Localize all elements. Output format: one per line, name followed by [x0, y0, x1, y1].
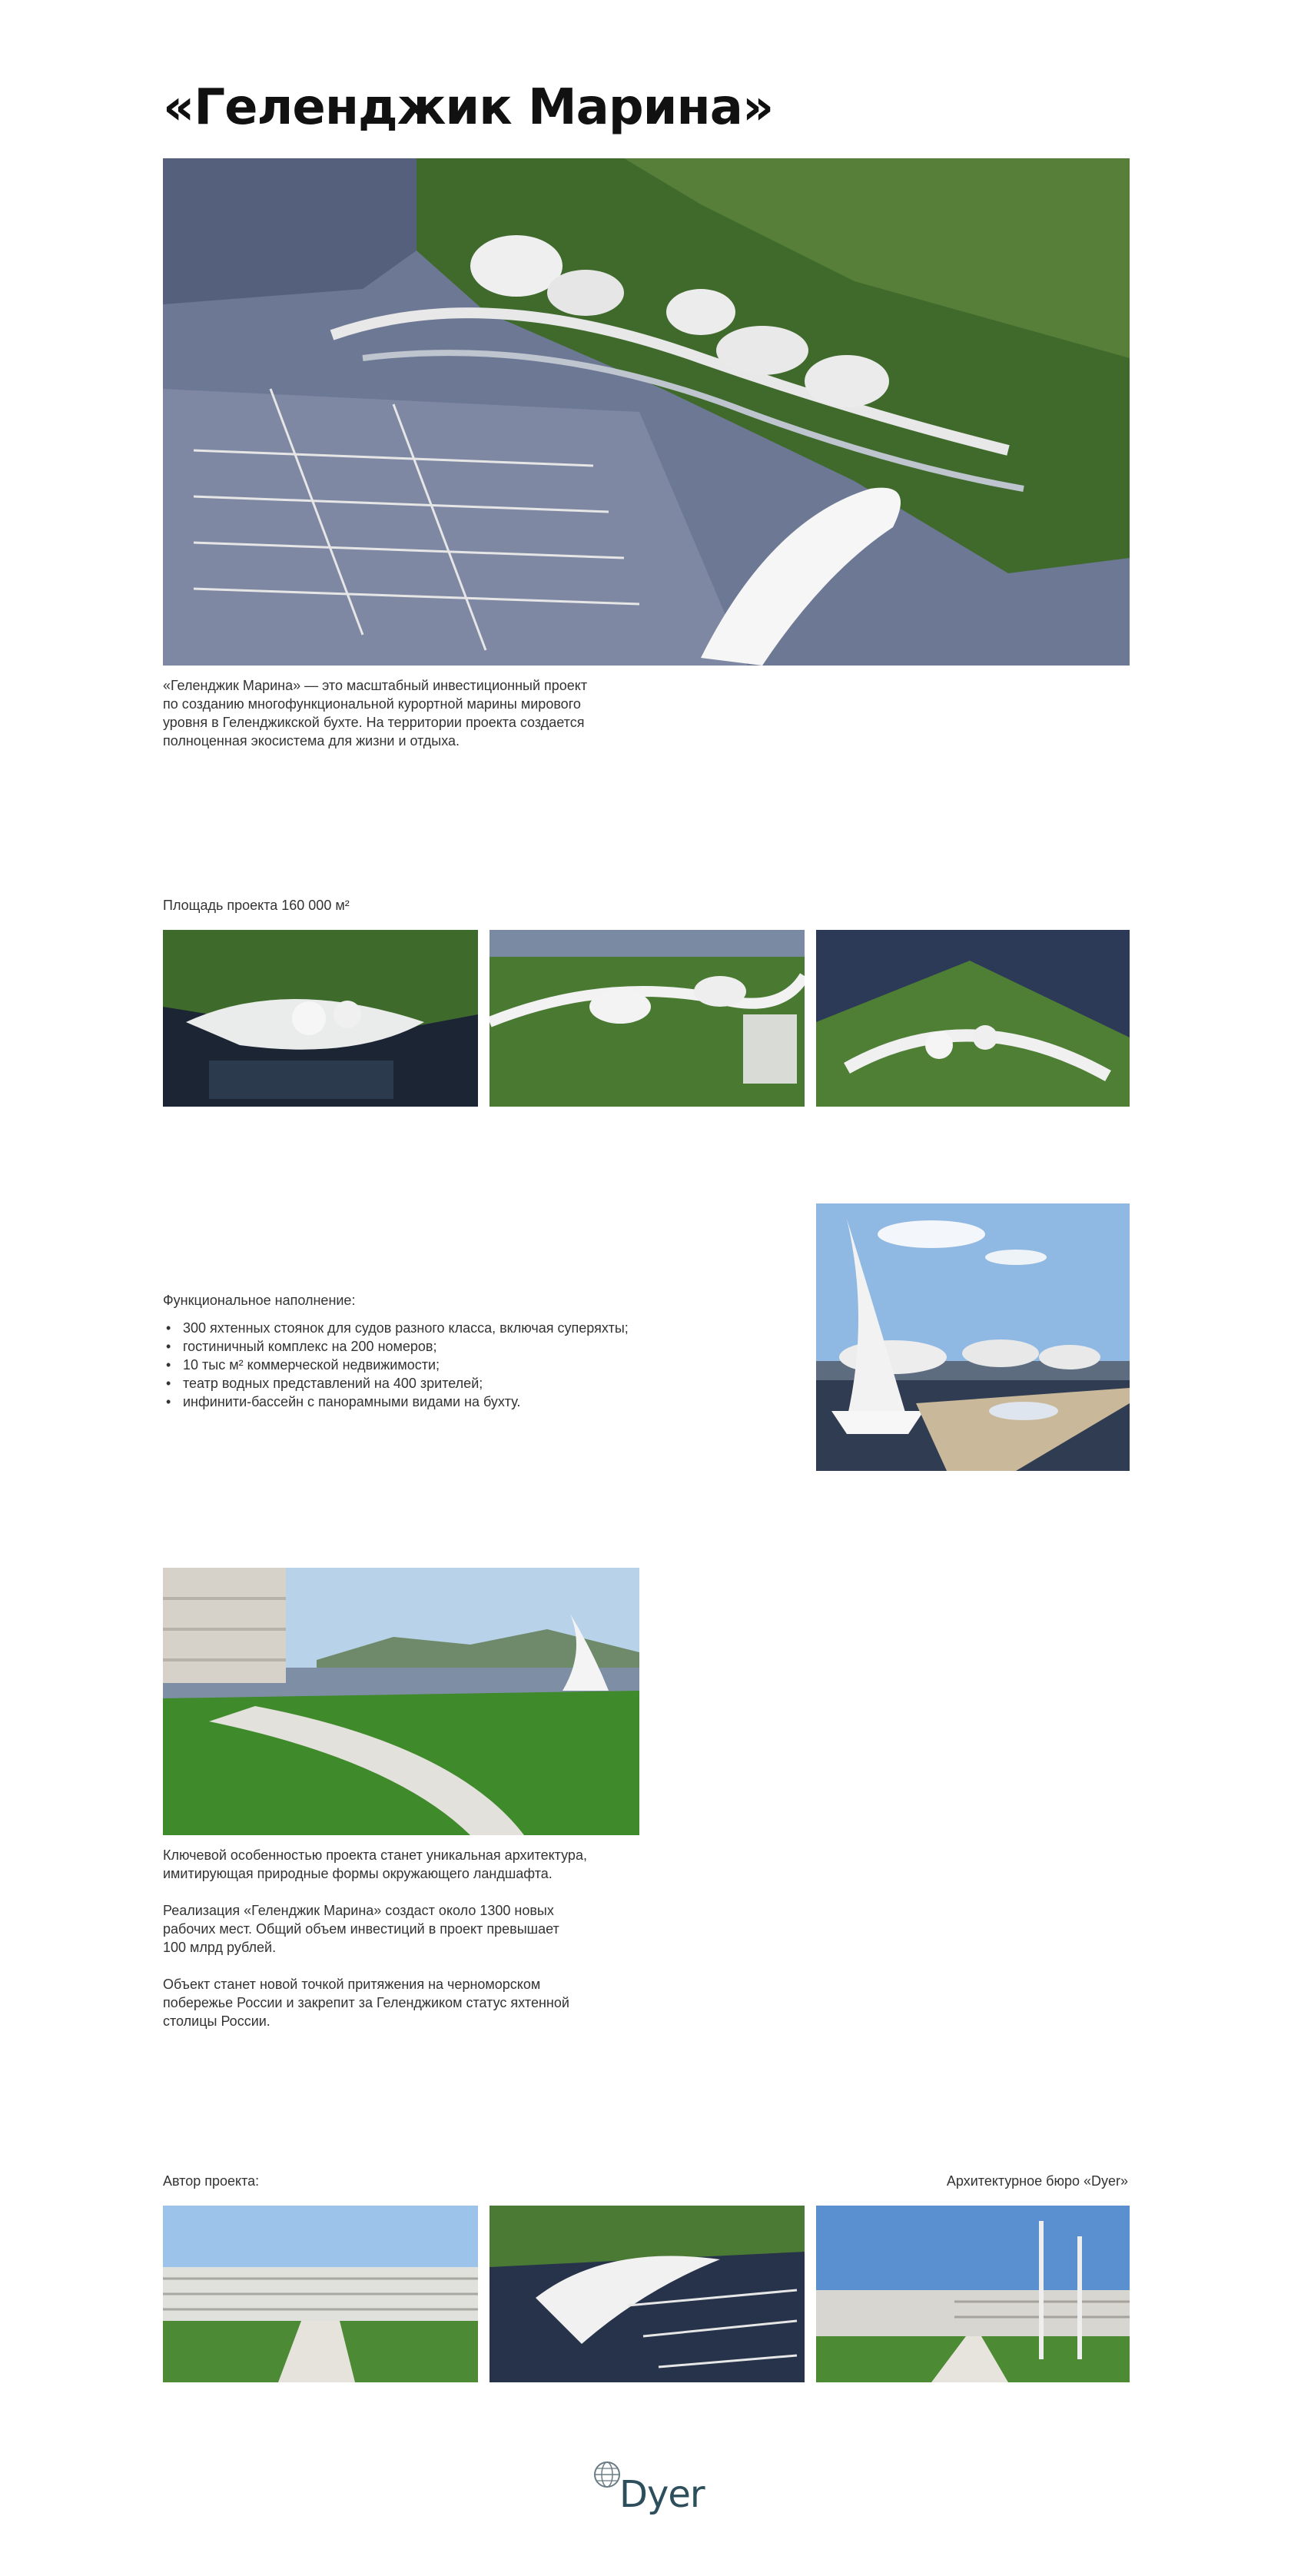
list-item: • гостиничный комплекс на 200 номеров;	[163, 1337, 629, 1356]
intro-line: «Геленджик Марина» — это масштабный инвестиционный проект	[163, 678, 588, 693]
author-label: Автор проекта:	[163, 2173, 260, 2189]
list-item: • 300 яхтенных стоянок для судов разного класса, включая суперяхты;	[163, 1319, 629, 1337]
list-item: • инфинити-бассейн с панорамными видами на бухту.	[163, 1393, 629, 1411]
list-item: • 10 тыс м² коммерческой недвижимости;	[163, 1356, 629, 1374]
dyer-logo	[592, 2459, 705, 2521]
details-line: имитирующая природные формы окружающего ландшафта.	[163, 1866, 553, 1881]
hero-aerial-image	[163, 158, 1130, 666]
aerial-image-3	[816, 930, 1130, 1107]
details-text	[163, 1846, 701, 2030]
list-item: • театр водных представлений на 400 зрителей;	[163, 1374, 629, 1393]
functions-list	[163, 1319, 629, 1411]
author-bureau: Архитектурное бюро «Dyer»	[946, 2173, 1128, 2189]
page-title: «Геленджик Марина»	[163, 79, 774, 136]
gallery-image-1	[163, 2206, 478, 2382]
intro-line: по созданию многофункциональной курортной марины мирового	[163, 696, 581, 712]
area-label: Площадь проекта 160 000 м²	[163, 898, 350, 913]
intro-line: уровня в Геленджикской бухте. На территории проекта создается	[163, 715, 585, 730]
logo-text: Dyer	[619, 2473, 705, 2516]
gallery-image-2	[490, 2206, 805, 2382]
details-line: побережье России и закрепит за Геленджиком статус яхтенной	[163, 1995, 569, 2010]
landscape-walkway-image	[163, 1568, 639, 1835]
aerial-image-1	[163, 930, 478, 1107]
details-line: Объект станет новой точкой притяжения на черноморском	[163, 1977, 541, 1992]
details-line: Ключевой особенностью проекта станет уникальная архитектура,	[163, 1847, 587, 1863]
intro-line: полноценная экосистема для жизни и отдыха.	[163, 733, 460, 749]
details-line: столицы России.	[163, 2013, 270, 2029]
yacht-pier-image	[816, 1203, 1130, 1471]
gallery-image-3	[816, 2206, 1130, 2382]
details-line: Реализация «Геленджик Марина» создаст около 1300 новых	[163, 1903, 554, 1918]
aerial-image-2	[490, 930, 805, 1107]
details-line: рабочих мест. Общий объем инвестиций в проект превышает	[163, 1921, 559, 1937]
details-line: 100 млрд рублей.	[163, 1940, 277, 1955]
intro-text	[163, 676, 701, 750]
functions-heading: Функциональное наполнение:	[163, 1293, 356, 1308]
